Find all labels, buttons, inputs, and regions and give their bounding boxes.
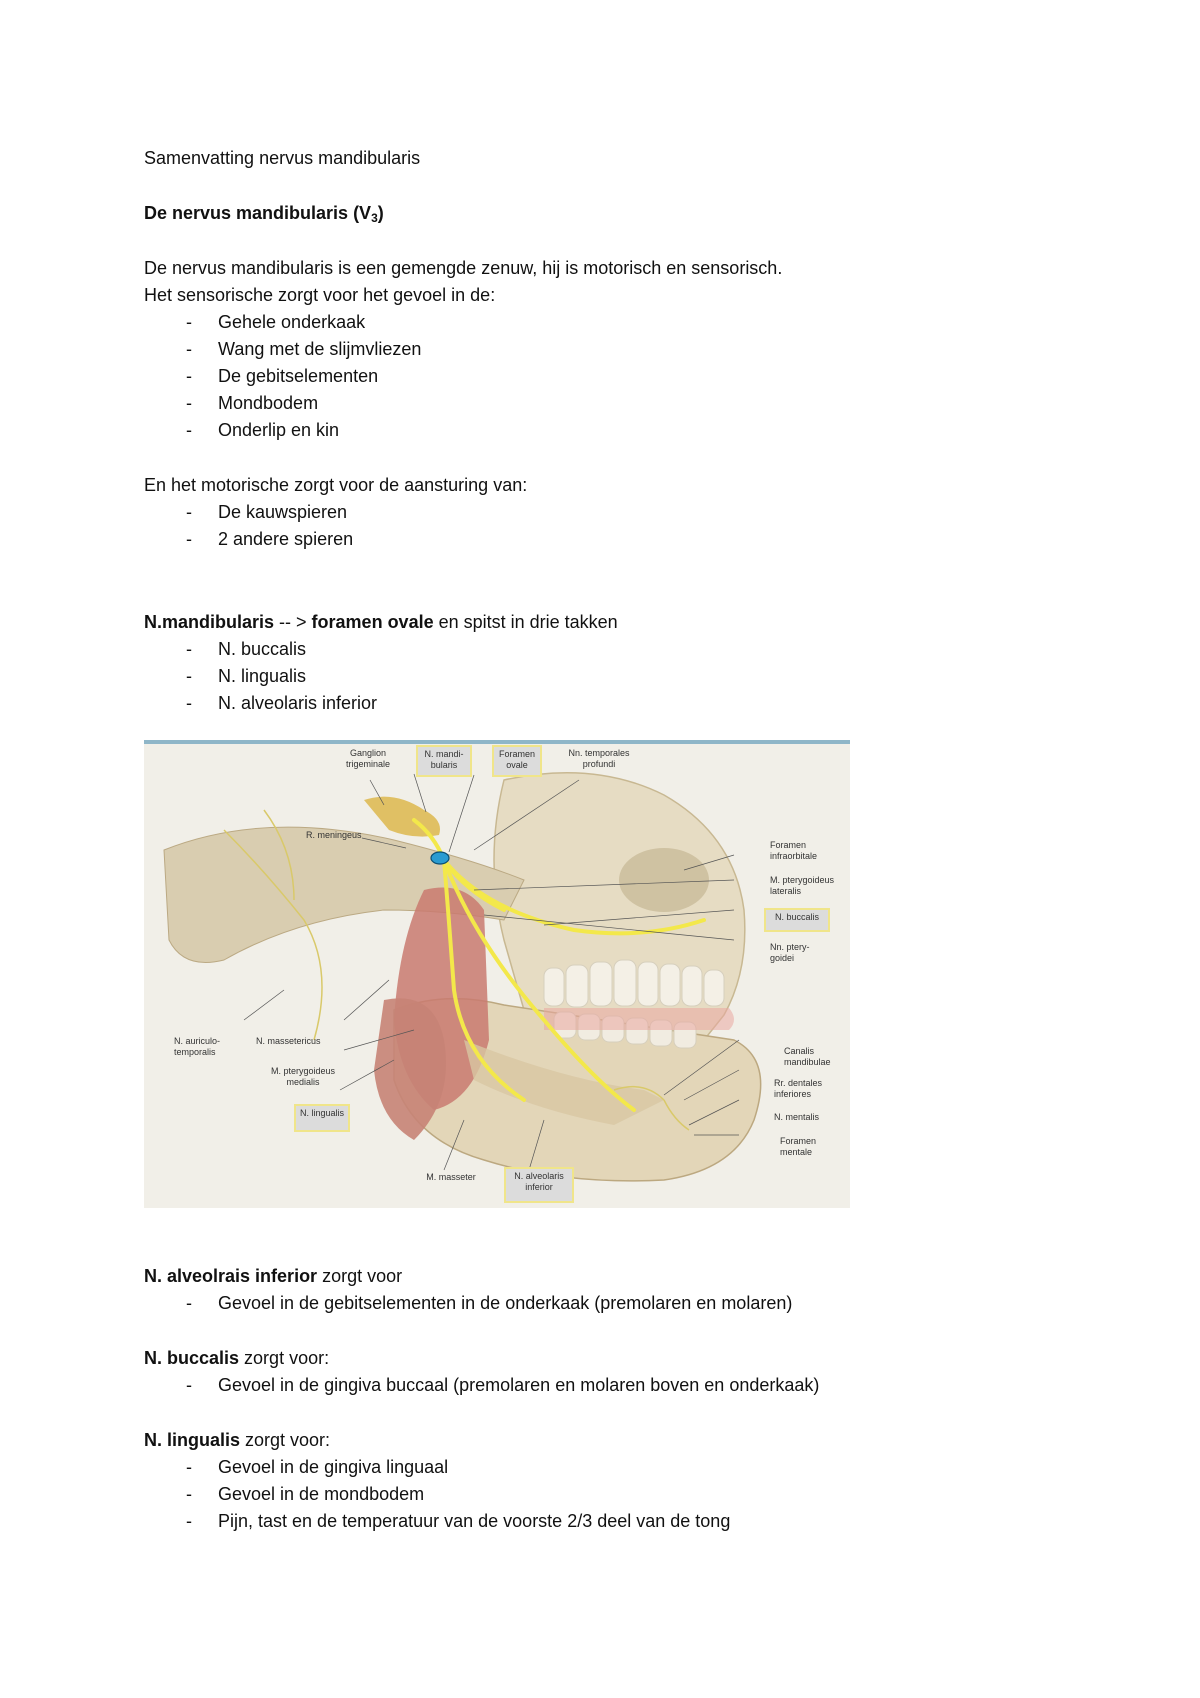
label-nn-pterygoidei: Nn. ptery-goidei bbox=[770, 942, 810, 963]
list-item: - Pijn, tast en de temperatuur van de voorste 2/3 deel van de tong bbox=[186, 1511, 731, 1531]
intro-paragraph: De nervus mandibularis is een gemengde zenuw, hij is motorisch en sensorisch. bbox=[144, 258, 783, 278]
label-foramen-ovale: Foramen ovale bbox=[492, 745, 542, 777]
anatomy-figure bbox=[144, 740, 850, 1208]
label-n-mandibularis: N. mandi-bularis bbox=[416, 745, 472, 777]
list-item: - De kauwspieren bbox=[186, 502, 348, 522]
list-item: - Mondbodem bbox=[186, 393, 319, 413]
label-n-buccalis: N. buccalis bbox=[764, 908, 830, 932]
label-nn-temporales: Nn. temporales profundi bbox=[568, 748, 630, 769]
motor-intro: En het motorische zorgt voor de aansturing van: bbox=[144, 475, 528, 495]
label-canalis-mandibulae: Canalis mandibulae bbox=[784, 1046, 831, 1067]
label-n-lingualis: N. lingualis bbox=[294, 1104, 350, 1132]
list-item: - Onderlip en kin bbox=[186, 420, 340, 440]
list-item: - N. lingualis bbox=[186, 666, 307, 686]
list-item: - Gevoel in de gebitselementen in de onderkaak (premolaren en molaren) bbox=[186, 1293, 793, 1313]
list-item: - Gevoel in de gingiva buccaal (premolaren en molaren boven en onderkaak) bbox=[186, 1375, 820, 1395]
sensory-intro: Het sensorische zorgt voor het gevoel in de: bbox=[144, 285, 496, 305]
heading-text: De nervus mandibularis (V bbox=[144, 203, 372, 223]
section-buccalis: N. buccalis zorgt voor: bbox=[144, 1348, 330, 1368]
list-item: - Gevoel in de gingiva linguaal bbox=[186, 1457, 449, 1477]
label-m-pterygoideus-medialis: M. pterygoideus medialis bbox=[270, 1066, 336, 1087]
list-item: - De gebitselementen bbox=[186, 366, 379, 386]
label-m-pterygoideus-lateralis: M. pterygoideus lateralis bbox=[770, 875, 835, 896]
label-n-massetericus: N. massetericus bbox=[256, 1036, 321, 1046]
label-ganglion: Ganglion trigeminale bbox=[345, 748, 391, 769]
label-n-mentalis: N. mentalis bbox=[774, 1112, 820, 1122]
label-n-alveolaris-inferior: N. alveolaris inferior bbox=[504, 1167, 574, 1203]
section-lingualis: N. lingualis zorgt voor: bbox=[144, 1430, 331, 1450]
branch-heading: N.mandibularis -- > foramen ovale en spitst in drie takken bbox=[144, 612, 618, 632]
list-item: - N. buccalis bbox=[186, 639, 307, 659]
list-item: - Wang met de slijmvliezen bbox=[186, 339, 422, 359]
list-item: - N. alveolaris inferior bbox=[186, 693, 378, 713]
label-r-meningeus: R. meningeus bbox=[306, 830, 362, 840]
list-item: - Gehele onderkaak bbox=[186, 312, 366, 332]
label-rr-dentales: Rr. dentales inferiores bbox=[774, 1078, 823, 1099]
skull-illustration bbox=[144, 740, 850, 1208]
document-title: Samenvatting nervus mandibularis bbox=[144, 148, 421, 168]
list-item: - 2 andere spieren bbox=[186, 529, 354, 549]
list-item: - Gevoel in de mondbodem bbox=[186, 1484, 425, 1504]
heading-close: ) bbox=[377, 203, 384, 223]
section-heading-nervus-mandibularis bbox=[144, 201, 384, 230]
label-m-masseter: M. masseter bbox=[426, 1172, 476, 1182]
heading-subscript: 3 bbox=[371, 211, 378, 225]
section-alveolaris: N. alveolrais inferior zorgt voor bbox=[144, 1266, 403, 1286]
label-n-auriculotemporalis: N. auriculo-temporalis bbox=[174, 1036, 221, 1057]
label-foramen-infraorbitale: Foramen infraorbitale bbox=[770, 840, 818, 861]
label-foramen-mentale: Foramen mentale bbox=[780, 1136, 817, 1157]
